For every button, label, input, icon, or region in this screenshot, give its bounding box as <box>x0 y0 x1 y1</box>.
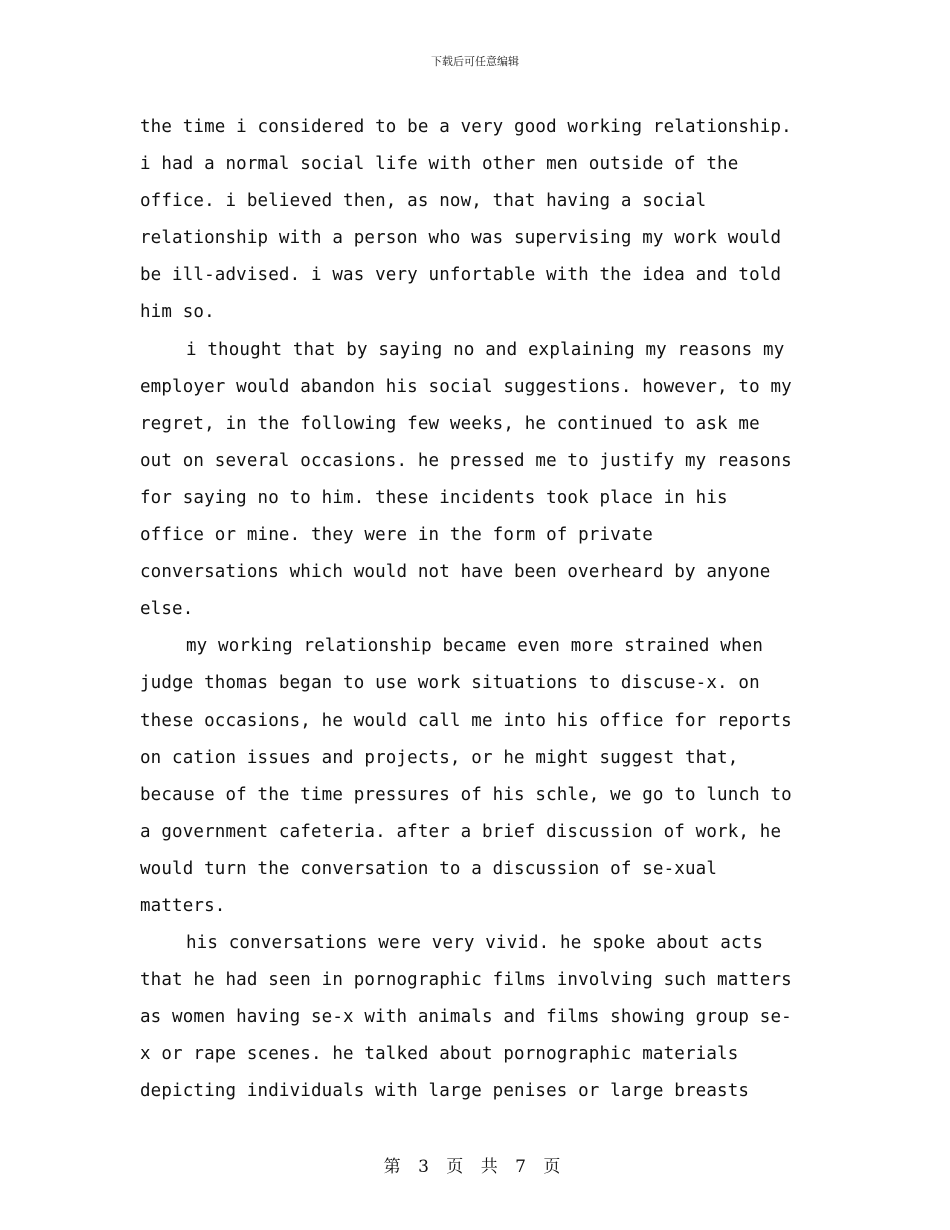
text-line: office or mine. they were in the form of private <box>140 525 653 546</box>
text-line: him so. <box>140 302 215 323</box>
text-line: these occasions, he would call me into his office for reports <box>140 710 792 731</box>
page-header: 下载后可任意编辑 <box>431 55 519 68</box>
text-line: office. i believed then, as now, that having a social <box>140 191 707 212</box>
page-number-footer: 第 3 页 共 7 页 <box>383 1157 567 1177</box>
text-line: employer would abandon his social suggestions. however, to my <box>140 376 792 397</box>
text-line: depicting individuals with large penises or large breasts <box>140 1081 750 1102</box>
text-line: i had a normal social life with other men outside of the <box>140 154 739 175</box>
text-line: for saying no to him. these incidents took place in his <box>140 487 728 508</box>
text-line: the time i considered to be a very good working relationship. <box>140 117 792 137</box>
document-body <box>140 109 820 1111</box>
text-line: x or rape scenes. he talked about pornographic materials <box>140 1044 739 1065</box>
text-line: because of the time pressures of his schle, we go to lunch to <box>140 784 792 805</box>
text-line: be ill-advised. i was very unfortable with the idea and told <box>140 265 782 286</box>
text-line: on cation issues and projects, or he might suggest that, <box>140 747 739 768</box>
text-line: that he had seen in pornographic films involving such matters <box>140 970 792 991</box>
text-line: conversations which would not have been overheard by anyone <box>140 562 771 583</box>
paragraph-first-line: i thought that by saying no and explaining my reasons my <box>186 339 785 360</box>
text-line: as women having se-x with animals and films showing group se- <box>140 1007 792 1028</box>
text-line: matters. <box>140 895 226 916</box>
text-line: relationship with a person who was supervising my work would <box>140 228 782 249</box>
paragraph-first-line: his conversations were very vivid. he spoke about acts <box>186 933 764 954</box>
text-line: judge thomas began to use work situations to discuse-x. on <box>140 673 760 694</box>
text-line: regret, in the following few weeks, he continued to ask me <box>140 413 760 434</box>
text-line: else. <box>140 599 194 620</box>
paragraph-first-line: my working relationship became even more strained when <box>186 636 764 657</box>
text-line: a government cafeteria. after a brief discussion of work, he <box>140 821 782 842</box>
text-line: out on several occasions. he pressed me to justify my reasons <box>140 450 792 471</box>
text-line: would turn the conversation to a discussion of se-xual <box>140 858 718 879</box>
